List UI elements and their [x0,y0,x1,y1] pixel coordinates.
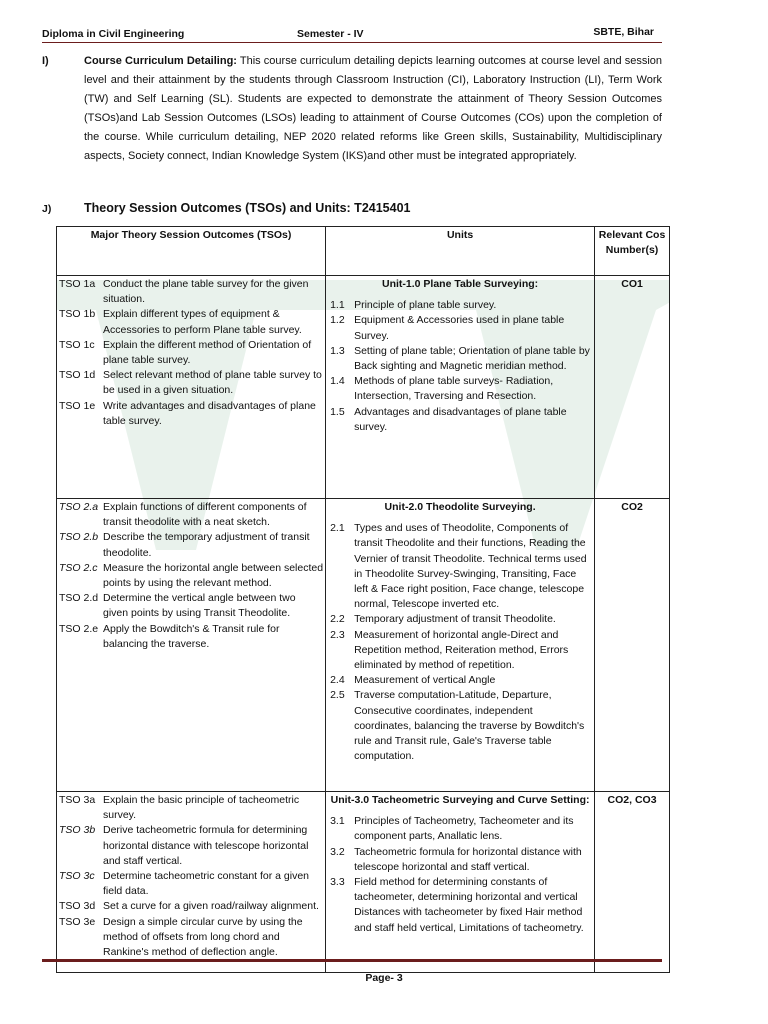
unit-cell [326,792,595,973]
subtopic-text: Field method for determining constants of tacheometer, determining horizontal and vertical Distances with tacheometer by fixed Hair method and staff held vertical, Limitations of tacheometry. [354,876,584,934]
tso-text: Explain the different method of Orientation of plane table survey. [103,338,312,367]
tso-text: Measure the horizontal angle between selected points by using the relevant method. [103,561,324,590]
tso-code: TSO 3d [59,900,96,913]
tso-text: Describe the temporary adjustment of transit theodolite. [103,531,310,559]
tso-text: Explain different types of equipment & Accessories to perform Plane table survey. [103,308,302,336]
subtopic-number: 3.1 [330,815,345,828]
subtopic-text: Traverse computation-Latitude, Departure, Consecutive coordinates, independent coordinates, balancing the traverse by Bowditch's rule and Transit rule, Gale's Traverse table computation. [354,689,585,763]
subtopic-number: 1.3 [330,344,345,357]
tso-code: TSO 1d [59,369,96,382]
table-header-row [57,227,670,276]
tso-cell [57,276,326,499]
unit-subtopic [328,845,592,875]
footer-rule [42,959,662,962]
header-rule [42,42,662,43]
subtopic-text: Types and uses of Theodolite, Components of transit Theodolite and their functions, Reading the Vernier of transit Theodolite. Technical terms used in Theodolite Survey-Swinging, Transiting, Face left & Face right position, Face change, telescope normal, Telescope inverted etc. [354,522,587,611]
tso-code: TSO 2.e [59,622,99,635]
tso-text: Design a simple circular curve by using the method of offsets from long chord and Rankine's method of deflection angle. [103,915,303,959]
tso-item [59,530,323,560]
tso-code: TSO 1a [59,278,96,290]
section-i-text: This course curriculum detailing depicts learning outcomes at course level and session level and their attainment by the students through Classroom Instruction (CI), Laboratory Instruction (LI), Term Work (TW) and Self Learning (SL). Students are expected to demonstrate the attainment of Theory Session Outcomes (TSOs)and Lab Session Outcomes (LSOs) leading to attainment of Course Outcomes (COs) upon the completion of the course. While curriculum detailing, NEP 2020 related reforms like Green skills, Sustainability, Multidisciplinary aspects, Society connect, Indian Knowledge System (IKS)and other must be integrated appropriately. [84,55,663,162]
tso-text: Explain the basic principle of tacheometric survey. [103,794,300,822]
unit-cell [326,276,595,499]
column-header-units: Units [326,227,595,276]
subtopic-number: 1.5 [330,405,345,418]
subtopic-text: Measurement of horizontal angle-Direct and Repetition method, Reiteration method, Errors eliminated by method of repetition. [354,628,569,672]
page-header [42,26,654,42]
unit-subtopic [328,814,592,844]
unit-subtopic [328,628,592,674]
tso-item [59,869,323,899]
section-j-marker: J) [42,203,52,215]
tso-cell [57,499,326,792]
tso-code: TSO 3e [59,915,96,928]
subtopic-number: 2.4 [330,674,345,687]
section-i [42,52,662,166]
subtopic-text: Tacheometric formula for horizontal distance with telescope horizontal and staff vertical. [354,845,582,873]
tso-text: Derive tacheometric formula for determining horizontal distance with telescope horizontal and staff vertical. [103,824,309,867]
tso-text: Conduct the plane table survey for the given situation. [103,278,309,306]
section-i-marker: I) [42,55,49,67]
subtopic-number: 2.3 [330,628,345,641]
unit-title: Unit-1.0 Plane Table Surveying: [381,278,539,290]
subtopic-number: 1.2 [330,314,345,327]
tso-item [59,823,323,869]
tso-item [59,399,323,429]
tso-item [59,338,323,368]
table-row [57,792,670,973]
subtopic-number: 2.1 [330,522,345,535]
tso-code: TSO 1b [59,308,96,321]
tso-text: Determine tacheometric constant for a given field data. [103,870,310,898]
table-row [57,499,670,792]
tso-code: TSO 2.a [59,501,99,513]
header-board: SBTE, Bihar [593,26,654,38]
section-i-paragraph [84,52,662,166]
tso-text: Explain functions of different components of transit theodolite with a neat sketch. [103,501,307,529]
unit-subtopic [328,298,592,313]
subtopic-text: Principle of plane table survey. [354,299,497,312]
tso-item [59,368,323,398]
tso-code: TSO 3c [59,870,95,883]
subtopic-number: 1.4 [330,375,345,388]
unit-title: Unit-2.0 Theodolite Surveying. [384,501,536,513]
header-program: Diploma in Civil Engineering [42,28,185,40]
tso-text: Apply the Bowditch's & Transit rule for balancing the traverse. [103,622,280,650]
tso-code: TSO 3a [59,794,96,806]
tso-text: Determine the vertical angle between two given points by using Transit Theodolite. [103,592,296,620]
subtopic-text: Advantages and disadvantages of plane table survey. [354,405,567,433]
unit-subtopic [328,521,592,612]
subtopic-text: Equipment & Accessories used in plane table Survey. [354,314,565,342]
subtopic-text: Methods of plane table surveys- Radiation, Intersection, Traversing and Resection. [354,375,554,403]
co-cell: CO2, CO3 [595,792,670,973]
tso-item [59,277,323,307]
tso-text: Set a curve for a given road/railway alignment. [103,900,319,913]
section-j-title: Theory Session Outcomes (TSOs) and Units: T2415401 [84,201,411,215]
page-number: Page- 3 [365,972,403,984]
co-cell: CO1 [595,276,670,499]
table-body [57,276,670,973]
subtopic-number: 3.3 [330,876,345,889]
tso-code: TSO 2.d [59,592,99,605]
tso-item [59,622,323,652]
unit-subtopic [328,344,592,374]
tso-item [59,899,323,914]
subtopic-number: 3.2 [330,845,345,858]
column-header-cos: Relevant Cos Number(s) [595,227,670,276]
unit-subtopic [328,673,592,688]
tso-item [59,561,323,591]
tso-text: Write advantages and disadvantages of plane table survey. [103,399,316,427]
unit-title: Unit-3.0 Tacheometric Surveying and Curve Setting: [330,794,590,806]
tso-item [59,793,323,823]
unit-subtopic [328,374,592,404]
tso-cell [57,792,326,973]
tso-code: TSO 2.b [59,531,99,544]
tso-item [59,500,323,530]
tso-item [59,307,323,337]
subtopic-number: 2.5 [330,689,345,702]
subtopic-text: Principles of Tacheometry, Tacheometer and its component parts, Anallatic lens. [354,815,574,843]
subtopic-text: Measurement of vertical Angle [354,674,496,687]
header-semester: Semester - IV [297,28,364,40]
subtopic-number: 2.2 [330,613,345,626]
subtopic-text: Setting of plane table; Orientation of plane table by Back sighting and Magnetic meridian method. [354,344,590,373]
co-cell: CO2 [595,499,670,792]
column-header-tsos: Major Theory Session Outcomes (TSOs) [57,227,326,276]
tso-code: TSO 3b [59,824,96,837]
subtopic-text: Temporary adjustment of transit Theodolite. [354,613,556,626]
section-i-lead: Course Curriculum Detailing: [84,55,237,67]
tso-item [59,915,323,961]
tso-item [59,591,323,621]
tso-table [56,226,670,973]
tso-code: TSO 1c [59,338,95,351]
tso-code: TSO 1e [59,399,96,412]
unit-subtopic [328,612,592,627]
unit-subtopic [328,875,592,936]
tso-text: Select relevant method of plane table survey to be used in a given situation. [103,369,322,397]
unit-cell [326,499,595,792]
tso-code: TSO 2.c [59,561,98,574]
unit-subtopic [328,405,592,435]
subtopic-number: 1.1 [330,299,345,312]
table-row [57,276,670,499]
unit-subtopic [328,688,592,764]
unit-subtopic [328,313,592,343]
